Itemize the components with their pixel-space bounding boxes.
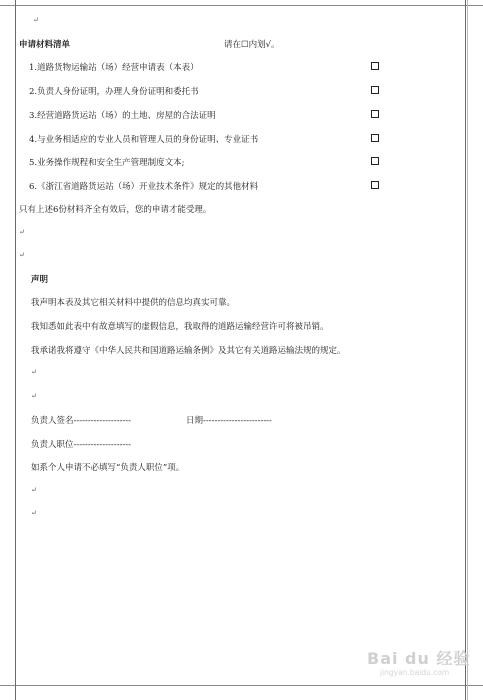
checkbox-item-5[interactable] [371,157,379,165]
signer-name-line: 负责人签名-------------------- [31,416,131,426]
checkbox-instruction: 请在☐内划√。 [224,40,280,50]
page-top-border [0,5,483,6]
signer-position-line: 负责人职位-------------------- [31,440,131,450]
date-line: 日期------------------------ [186,416,272,426]
checklist-item-5: 5.业务操作规程和安全生产管理制度文本; [29,158,185,168]
page-right-border [465,0,466,700]
paragraph-mark: ↵ [19,228,25,236]
paragraph-mark: ↵ [19,251,25,259]
declaration-line-3: 我承诺我将遵守《中华人民共和国道路运输条例》及其它有关道路运输法规的规定。 [31,346,346,356]
checkbox-item-2[interactable] [371,86,379,94]
baidu-watermark-logo: Bai du 经验 [367,649,471,668]
checkbox-item-1[interactable] [371,62,379,70]
paragraph-mark: ↵ [31,486,37,494]
paragraph-mark: ↵ [33,16,39,24]
checklist-item-6: 6.《浙江省道路货运站（场）开业技术条件》规定的其他材料 [29,182,259,192]
checklist-item-2: 2.负责人身份证明，办理人身份证明和委托书 [29,87,199,97]
checklist-item-1: 1.道路货物运输站（场）经营申请表（本表） [29,63,199,73]
page-right-border-shadow [467,0,468,700]
declaration-title: 声明 [31,275,49,285]
declaration-line-2: 我知悉如此表中有故意填写的虚假信息，我取得的道路运输经营许可将被吊销。 [31,322,329,332]
section-title: 申请材料清单 [19,40,71,50]
paragraph-mark: ↵ [31,368,37,376]
checkbox-item-6[interactable] [371,181,379,189]
declaration-line-1: 我声明本表及其它相关材料中提供的信息均真实可靠。 [31,298,236,308]
page-bottom-border [0,685,483,686]
paragraph-mark: ↵ [31,392,37,400]
materials-note: 只有上述6份材料齐全有效后，您的申请才能受理。 [19,205,212,215]
checkbox-item-3[interactable] [371,110,379,118]
paragraph-mark: ↵ [31,509,37,517]
checkbox-item-4[interactable] [371,134,379,142]
checklist-item-3: 3.经营道路货运站（场）的土地、房屋的合法证明 [29,111,216,121]
position-note: 如系个人申请不必填写“负责人职位”项。 [31,463,185,473]
checklist-item-4: 4.与业务相适应的专业人员和管理人员的身份证明、专业证书 [29,135,259,145]
page-left-border [15,0,16,700]
baidu-watermark-url: jingyan.baidu.com [380,668,450,677]
